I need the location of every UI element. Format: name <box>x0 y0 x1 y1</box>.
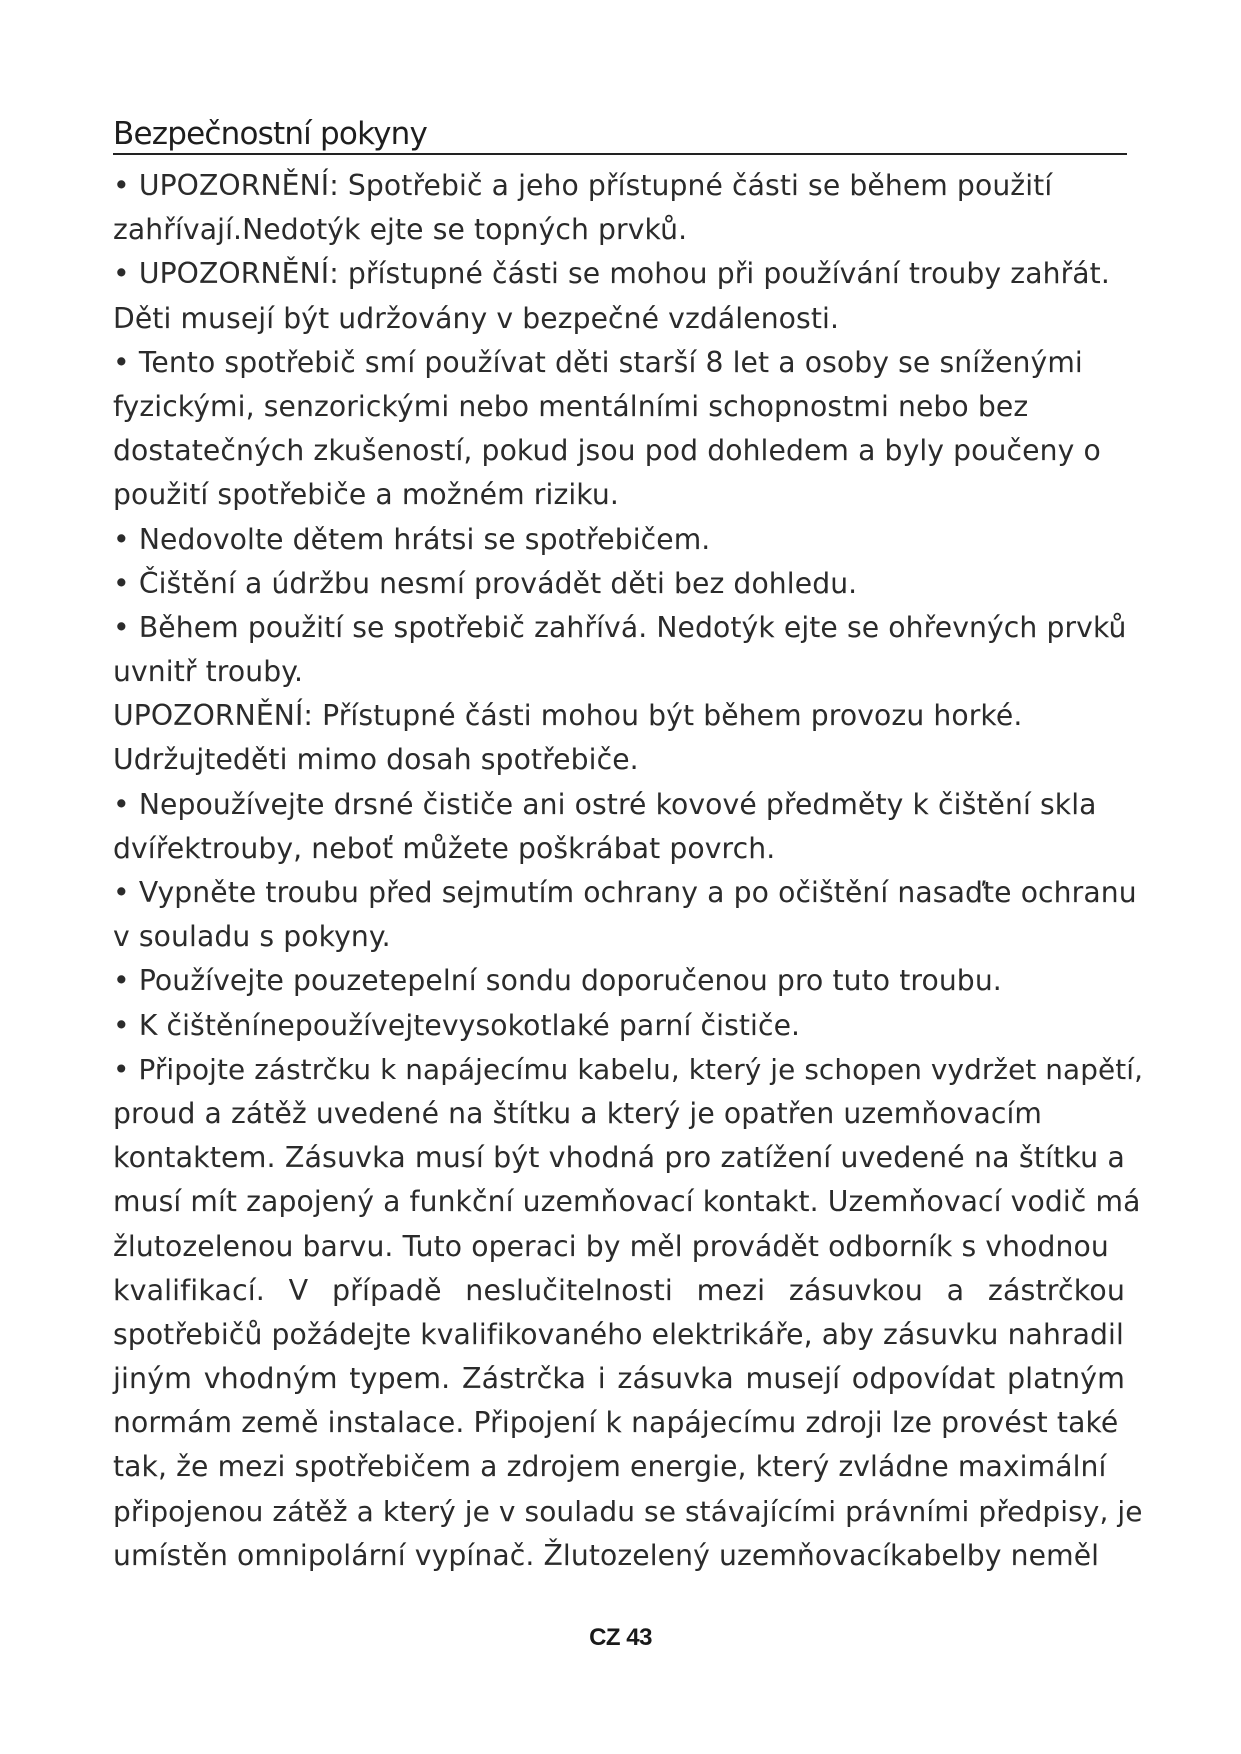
text-line: žlutozelenou barvu. Tuto operaci by měl provádět odborník s vhodnou <box>113 1229 1109 1263</box>
text-line: • Nepoužívejte drsné čističe ani ostré kovové předměty k čištění skla <box>113 787 1097 821</box>
text-line: • Vypněte troubu před sejmutím ochrany a po očištění nasaďte ochranu <box>113 876 1137 909</box>
text-line: proud a zátěž uvedené na štítku a který je opatřen uzemňovacím <box>113 1096 1043 1130</box>
text-line: • Čištění a údržbu nesmí provádět děti bez dohledu. <box>113 566 858 600</box>
text-line: kvalifikací. V případě neslučitelnosti mezi zásuvkou a zástrčkou <box>113 1273 1125 1307</box>
text-line: umístěn omnipolární vypínač. Žlutozelený uzemňovacíkabelby neměl <box>113 1538 1100 1572</box>
text-line: UPOZORNĚNÍ: Přístupné části mohou být během provozu horké. <box>113 699 1023 733</box>
text-line: musí mít zapojený a funkční uzemňovací kontakt. Uzemňovací vodič má <box>113 1185 1141 1219</box>
section-heading: Bezpečnostní pokyny <box>113 116 428 152</box>
safety-instructions-text <box>113 164 1153 1578</box>
text-line: • Připojte zástrčku k napájecímu kabelu, který je schopen vydržet napětí, <box>113 1052 1144 1086</box>
text-line: fyzickými, senzorickými nebo mentálními schopnostmi nebo bez <box>113 389 1029 423</box>
text-line: spotřebičů požádejte kvalifikovaného elektrikáře, aby zásuvku nahradil <box>113 1317 1124 1351</box>
text-line: dostatečných zkušeností, pokud jsou pod dohledem a byly poučeny o <box>113 434 1101 468</box>
text-line: tak, že mezi spotřebičem a zdrojem energie, který zvládne maximální <box>113 1450 1107 1484</box>
text-line: zahřívají.Nedotýk ejte se topných prvků. <box>113 213 688 247</box>
text-line: • Tento spotřebič smí používat děti starší 8 let a osoby se sníženými <box>113 345 1083 379</box>
text-line: • K čištěnínepoužívejtevysokotlaké parní čističe. <box>113 1008 801 1042</box>
text-line: normám země instalace. Připojení k napájecímu zdroji lze provést také <box>113 1406 1119 1440</box>
text-line: uvnitř trouby. <box>113 655 304 689</box>
text-line: • Během použití se spotřebič zahřívá. Nedotýk ejte se ohřevných prvků <box>113 610 1127 644</box>
text-line: kontaktem. Zásuvka musí být vhodná pro zatížení uvedené na štítku a <box>113 1141 1125 1175</box>
text-line: dvířektrouby, neboť můžete poškrábat povrch. <box>113 831 776 865</box>
section-heading-rule <box>113 108 1127 155</box>
text-line: použití spotřebiče a možném riziku. <box>113 478 619 512</box>
text-line: • UPOZORNĚNÍ: Spotřebič a jeho přístupné části se během použití <box>113 169 1053 202</box>
text-line: • Používejte pouzetepelní sondu doporučenou pro tuto troubu. <box>113 964 1002 998</box>
page-number: CZ 43 <box>589 1624 652 1651</box>
text-line: Udržujteděti mimo dosah spotřebiče. <box>113 743 639 777</box>
text-line: připojenou zátěž a který je v souladu se stávajícími právními předpisy, je <box>113 1494 1143 1528</box>
text-line: • UPOZORNĚNÍ: přístupné části se mohou při používání trouby zahřát. <box>113 257 1110 291</box>
text-line: Děti musejí být udržovány v bezpečné vzdálenosti. <box>113 301 840 335</box>
text-line: jiným vhodným typem. Zástrčka i zásuvka musejí odpovídat platným <box>113 1362 1125 1396</box>
text-line: • Nedovolte dětem hrátsi se spotřebičem. <box>113 522 711 556</box>
text-line: v souladu s pokyny. <box>113 920 391 954</box>
